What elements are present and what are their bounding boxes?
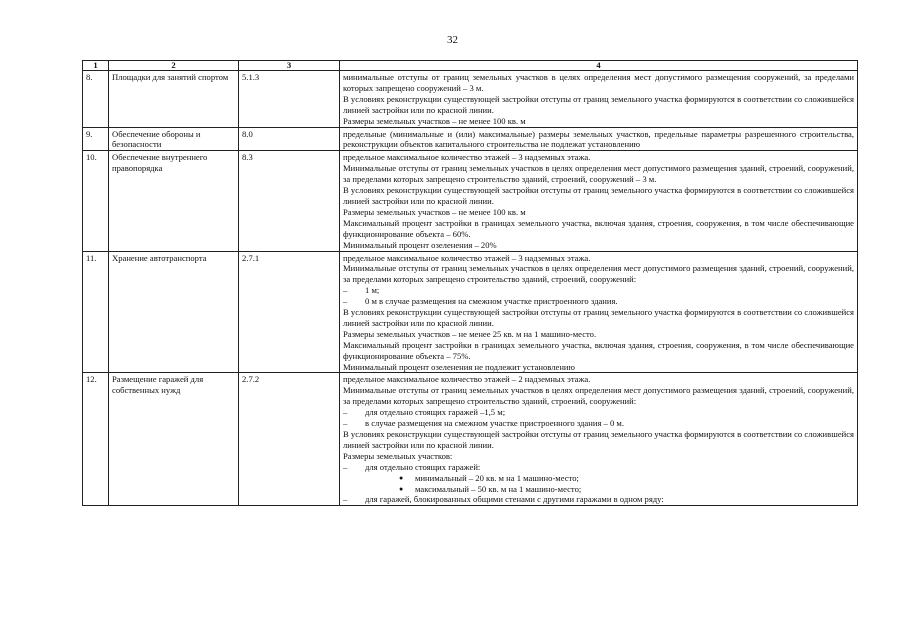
parameter-text: предельное максимальное количество этажей – 3 надземных этажа. bbox=[343, 152, 591, 163]
use-type-code: 8.3 bbox=[239, 151, 340, 251]
dash-list-item bbox=[343, 407, 854, 418]
dash-marker: – bbox=[343, 494, 348, 505]
parameters-cell bbox=[340, 373, 858, 506]
use-type-code: 5.1.3 bbox=[239, 71, 340, 128]
row-number: 11. bbox=[83, 251, 109, 373]
use-type-name: Площадки для занятий спортом bbox=[109, 71, 239, 128]
parameter-text: В условиях реконструкции существующей застройки отступы от границ земельного участка формируются в соответствии со сложившейся линией застройки или по красной линии. bbox=[343, 307, 854, 328]
dash-item-text: для отдельно стоящих гаражей: bbox=[365, 461, 481, 472]
dash-list-item bbox=[343, 418, 854, 429]
parameter-text: Размеры земельных участков – не менее 100 кв. м bbox=[343, 115, 526, 126]
table-header-row bbox=[83, 61, 858, 71]
table-row bbox=[83, 373, 858, 506]
use-type-name: Обеспечение обороны и безопасности bbox=[109, 127, 239, 151]
dash-list-item bbox=[343, 462, 854, 473]
use-type-code: 2.7.1 bbox=[239, 251, 340, 373]
dash-item-text: 0 м в случае размещения на смежном участке пристроенного здания. bbox=[365, 296, 618, 307]
parameters-cell bbox=[340, 251, 858, 373]
bullet-marker: ● bbox=[399, 484, 404, 493]
parameter-text: В условиях реконструкции существующей застройки отступы от границ земельного участка формируются в соответствии со сложившейся линией застройки или по красной линии. bbox=[343, 429, 854, 450]
dash-list-item bbox=[343, 296, 854, 307]
row-number: 8. bbox=[83, 71, 109, 128]
parameter-text: Минимальные отступы от границ земельных участков в целях определения мест допустимого размещения зданий, строений, сооружений, за пределами которых запрещено строительство зданий, строений, сооружений – 3 м. bbox=[343, 163, 854, 185]
header-col-4: 4 bbox=[340, 61, 858, 71]
parameter-text: Размеры земельных участков: bbox=[343, 450, 453, 461]
dash-marker: – bbox=[343, 285, 348, 296]
parameters-cell bbox=[340, 127, 858, 151]
dash-item-text: для гаражей, блокированных общими стенами с другими гаражами в одном ряду: bbox=[365, 494, 664, 505]
parameter-text: Размеры земельных участков – не менее 25 кв. м на 1 машино-место. bbox=[343, 328, 597, 339]
use-type-name: Обеспечение внутреннего правопорядка bbox=[109, 151, 239, 251]
parameter-text: Минимальные отступы от границ земельных участков в целях определения мест допустимого размещения зданий, строений, сооружений, за пределами которых запрещено строительство зданий, строений, сооружений: bbox=[343, 385, 854, 407]
dash-marker: – bbox=[343, 407, 348, 418]
parameter-text: В условиях реконструкции существующей застройки отступы от границ земельного участка формируются в соответствии со сложившейся линией застройки или по красной линии. bbox=[343, 185, 854, 206]
parameter-text: Максимальный процент застройки в границах земельного участка, включая здания, строения, сооружения, в том числе обеспечивающие функционирование объекта – 60%. bbox=[343, 217, 854, 239]
parameters-cell bbox=[340, 151, 858, 251]
parameter-text: предельные (минимальные и (или) максимальные) размеры земельных участков, предельные параметры разрешенного строительства, реконструкции объектов капитального строительства не подлежат установлению bbox=[343, 128, 854, 150]
parameter-text: Минимальный процент озеленения не подлежит установлению bbox=[343, 361, 575, 372]
dash-list-item bbox=[343, 494, 854, 505]
bullet-item-text: максимальный – 50 кв. м на 1 машино-место; bbox=[415, 483, 582, 494]
page-number: 32 bbox=[447, 34, 458, 46]
dash-list-item bbox=[343, 285, 854, 296]
parameter-text: Размеры земельных участков – не менее 100 кв. м bbox=[343, 206, 526, 217]
dash-item-text: для отдельно стоящих гаражей –1,5 м; bbox=[365, 407, 506, 418]
dash-marker: – bbox=[343, 461, 348, 472]
header-col-3: 3 bbox=[239, 61, 340, 71]
table-row bbox=[83, 251, 858, 373]
use-type-code: 8.0 bbox=[239, 127, 340, 151]
bullet-marker: ● bbox=[399, 473, 404, 482]
parameter-text: В условиях реконструкции существующей застройки отступы от границ земельного участка формируются в соответствии со сложившейся линией застройки или по красной линии. bbox=[343, 93, 854, 115]
row-number: 9. bbox=[83, 127, 109, 151]
use-type-name: Хранение автотранспорта bbox=[109, 251, 239, 373]
parameter-text: Максимальный процент застройки в границах земельного участка, включая здания, строения, сооружения, в том числе обеспечивающие функционирование объекта – 75%. bbox=[343, 339, 854, 361]
header-col-1: 1 bbox=[83, 61, 109, 71]
use-type-code: 2.7.2 bbox=[239, 373, 340, 506]
table-row bbox=[83, 71, 858, 128]
dash-marker: – bbox=[343, 418, 348, 429]
parameter-text: минимальные отступы от границ земельных участков в целях определения мест допустимого размещения сооружений, за пределами которых запрещено сооружений – 3 м. bbox=[343, 72, 854, 93]
table-row bbox=[83, 127, 858, 151]
parameters-cell bbox=[340, 71, 858, 128]
bullet-list-item bbox=[343, 484, 854, 495]
parameter-text: Минимальные отступы от границ земельных участков в целях определения мест допустимого размещения зданий, строений, сооружений, за пределами которых запрещено строительство зданий, строений, сооружений: bbox=[343, 263, 854, 285]
table-row bbox=[83, 151, 858, 251]
parameter-text: предельное максимальное количество этажей – 3 надземных этажа. bbox=[343, 252, 591, 263]
row-number: 10. bbox=[83, 151, 109, 251]
dash-item-text: 1 м; bbox=[365, 285, 380, 296]
header-col-2: 2 bbox=[109, 61, 239, 71]
regulations-table bbox=[82, 60, 858, 506]
use-type-name: Размещение гаражей для собственных нужд bbox=[109, 373, 239, 506]
bullet-list-item bbox=[343, 473, 854, 484]
dash-item-text: в случае размещения на смежном участке пристроенного здания – 0 м. bbox=[365, 418, 625, 429]
parameter-text: предельное максимальное количество этажей – 2 надземных этажа. bbox=[343, 374, 591, 385]
row-number: 12. bbox=[83, 373, 109, 506]
bullet-item-text: минимальный – 20 кв. м на 1 машино-место; bbox=[415, 472, 579, 483]
parameter-text: Минимальный процент озеленения – 20% bbox=[343, 239, 497, 250]
dash-marker: – bbox=[343, 296, 348, 307]
